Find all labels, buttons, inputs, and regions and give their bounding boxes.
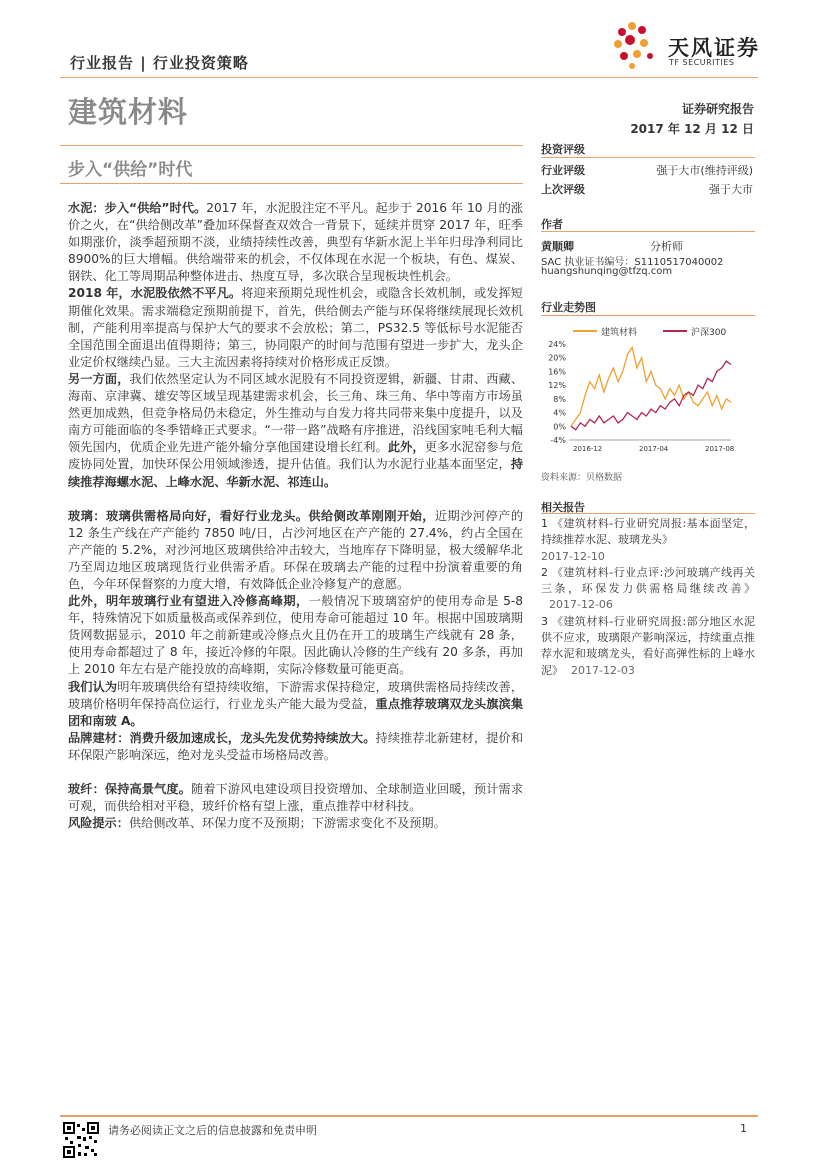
paragraph-glass-view: 我们认为明年玻璃供给有望持续收缩，下游需求保持稳定，玻璃供需格局持续改善，玻璃价格明年保持高位运行，行业龙头产能大最为受益，重点推荐玻璃双龙头旗滨集团和南玻 A。: [68, 679, 524, 728]
industry-title: 建筑材料: [68, 95, 189, 129]
main-body: [68, 200, 523, 832]
logo-dot: [628, 22, 636, 30]
brand-sub: TF SECURITIES: [669, 58, 735, 67]
author-divider: [541, 231, 755, 232]
report-date: 2017 年 12 月 12 日: [630, 122, 754, 136]
logo-dot: [618, 28, 626, 36]
paragraph-risk: 风险提示：供给侧改革、环保力度不及预期；下游需求变化不及预期。: [68, 816, 446, 831]
x-tick-label: 2017-08: [705, 445, 735, 453]
y-tick-label: -4%: [550, 436, 566, 445]
logo-dot: [625, 35, 635, 45]
paragraph-brand: 品牌建材：消费升级加速成长，龙头先发优势持续放大。持续推荐北新建材，提价和环保限产影响深远，绝对龙头受益市场格局改善。: [68, 730, 524, 762]
related-report-item[interactable]: 2 《建筑材料-行业点评:沙河玻璃产线再关三条，环保发力供需格局继续改善》2017-12-06: [541, 565, 755, 612]
paragraph-glass: 玻璃：玻璃供需格局向好，看好行业龙头。供给侧改革刚刚开始，近期沙河停产的 12 条生产线在产产能约 7850 吨/日，占沙河地区在产产能的 27.4%，约占全国在产产能的 5.2%，对沙河地区玻璃供给冲击较大，当地库存下降明显，极大缓解华北乃至周边地区玻璃现货行业供需矛盾。环保在玻璃去产能的过程中扮演着重要的角色，今年环保督察的力度大增，有效降低企业冷修复产的意愿。: [68, 508, 524, 591]
y-tick-label: 16%: [548, 367, 566, 377]
report-type: 证券研究报告: [681, 102, 754, 116]
legend-label-building: 建筑材料: [601, 328, 638, 338]
title-divider: [60, 145, 523, 146]
author-cert: SAC 执业证书编号：S1110517040002: [541, 257, 724, 268]
report-category: 行业报告 | 行业投资策略: [70, 54, 249, 72]
paragraph-cement: 水泥：步入“供给”时代。2017 年，水泥股注定不平凡。起步于 2016 年 10 月的涨价之火，在“供给侧改革”叠加环保督查双效合一背景下，延续并贯穿 2017 年，旺季如期涨价，淡季超预期不淡，业绩持续性改善，典型有华新水泥上半年归母净利同比 8900%的巨大增幅。供给端带来的机会，不仅体现在水泥一个板块，有色、煤炭、钢铁、化工等周期品种整体进击、热度互导，多次联合呈现板块性机会。: [68, 201, 523, 284]
paragraph-glass-repair: 此外，明年玻璃行业有望进入冷修高峰期，一般情况下玻璃窑炉的使用寿命是 5-8 年，特殊情况下如质量极高或保养到位，使用寿命可能超过 10 年。根据中国玻璃期货网数据显示，2010 年之前新建或冷修点火且仍在开工的玻璃生产线就有 28 条，使用寿命都超过了 8 年，接近冷修的年限。因此确认冷修的生产线有 20 多条，再加上 2010 年左右是产能投放的高峰期，实际冷修数量可能更高。: [68, 594, 524, 677]
industry-rating-row: 行业评级 强于大市(维持评级): [541, 164, 753, 177]
author-role: 分析师: [650, 240, 683, 253]
header-divider: [60, 77, 758, 78]
legend-label-hs300: 沪深300: [691, 328, 727, 338]
related-title: 相关报告: [541, 501, 585, 514]
brand-name: 天风证券: [668, 36, 760, 60]
x-tick-label: 2017-04: [639, 445, 669, 453]
related-divider: [541, 513, 755, 514]
logo-dot: [633, 50, 641, 58]
trend-divider: [541, 315, 755, 316]
paragraph-regions: 另一方面，我们依然坚定认为不同区域水泥股有不同投资逻辑，新疆、甘肃、西藏、海南、京津冀、雄安等区域呈现基建需求机会，长三角、珠三角、华中等南方市场虽然更加成熟，但竞争格局仍未稳定，外生推动与自发力将共同带来集中度提升，以及南方可能面临的冬季错峰正式要求。“一带一路”战略有序推进，沿线国家吨毛利大幅领先国内，优质企业先进产能外输分享他国建设增长红利。此外，更多水泥窑参与危废协同处置，加快环保公用领域渗透，提升估值。我们认为水泥行业基本面坚定，持续推荐海螺水泥、上峰水泥、华新水泥、祁连山。: [68, 371, 524, 489]
author-title: 作者: [541, 218, 563, 231]
logo-dot: [647, 53, 653, 59]
x-tick-label: 2016-12: [573, 445, 603, 453]
y-tick-label: 20%: [548, 353, 566, 363]
trend-title: 行业走势图: [541, 301, 596, 314]
paragraph-2018: 2018 年，水泥股依然不平凡。将迎来预期兑现性机会，或隐含长效机制，或发挥短期催化效果。需求端稳定预期前提下，首先，供给侧去产能与环保将继续展现长效机制，产能利用率提高与保护大气的要求不会放松；第二，PS32.5 等低标号水泥能否全国范围全面退出值得期待；第三，协同限产的时间与范围有望进一步扩大，龙头企业定价权继续凸显。三大主流因素将持续对价格形成正反馈。: [68, 286, 523, 369]
y-tick-label: 12%: [548, 381, 566, 391]
logo-dot: [614, 40, 622, 48]
paragraph-fiberglass: 玻纤：保持高景气度。随着下游风电建设项目投资增加、全球制造业回暖，预计需求可观，而供给相对平稳，玻纤价格有望上涨，重点推荐中材科技。: [68, 782, 524, 814]
rating-divider: [541, 157, 755, 158]
chart-source: 资料来源：贝格数据: [541, 473, 623, 483]
y-tick-label: 24%: [548, 340, 566, 349]
author-email: huangshunqing@tfzq.com: [541, 266, 673, 277]
footer-divider: [60, 1115, 758, 1117]
logo-dot: [640, 39, 648, 47]
qr-code-icon: [63, 1122, 99, 1158]
y-tick-label: 4%: [553, 408, 566, 418]
series-line-building: [571, 347, 731, 426]
related-report-item[interactable]: 1 《建筑材料-行业研究周报:基本面坚定，持续推荐水泥、玻璃龙头》 2017-12-10: [541, 517, 755, 563]
logo-dot: [638, 26, 646, 34]
rating-title: 投资评级: [541, 143, 585, 156]
related-reports: [541, 516, 755, 679]
logo-dot: [620, 52, 628, 60]
footer-disclaimer: 请务必阅读正文之后的信息披露和免责申明: [108, 1124, 317, 1137]
author-name: 黄顺卿: [541, 240, 574, 253]
trend-chart: [541, 318, 755, 464]
logo-dot: [629, 63, 635, 69]
last-rating-row: 上次评级 强于大市: [541, 183, 753, 196]
related-report-item[interactable]: 3 《建筑材料-行业研究周报:部分地区水泥供不应求，玻璃限产影响深远，持续重点推荐水泥和玻璃龙头，看好高弹性标的上峰水泥》 2017-12-03: [541, 614, 755, 677]
page-number: 1: [740, 1122, 747, 1135]
subtitle-divider: [60, 183, 523, 184]
y-tick-label: 0%: [553, 422, 566, 432]
y-tick-label: 8%: [553, 394, 566, 404]
report-subtitle: 步入“供给”时代: [68, 160, 193, 180]
